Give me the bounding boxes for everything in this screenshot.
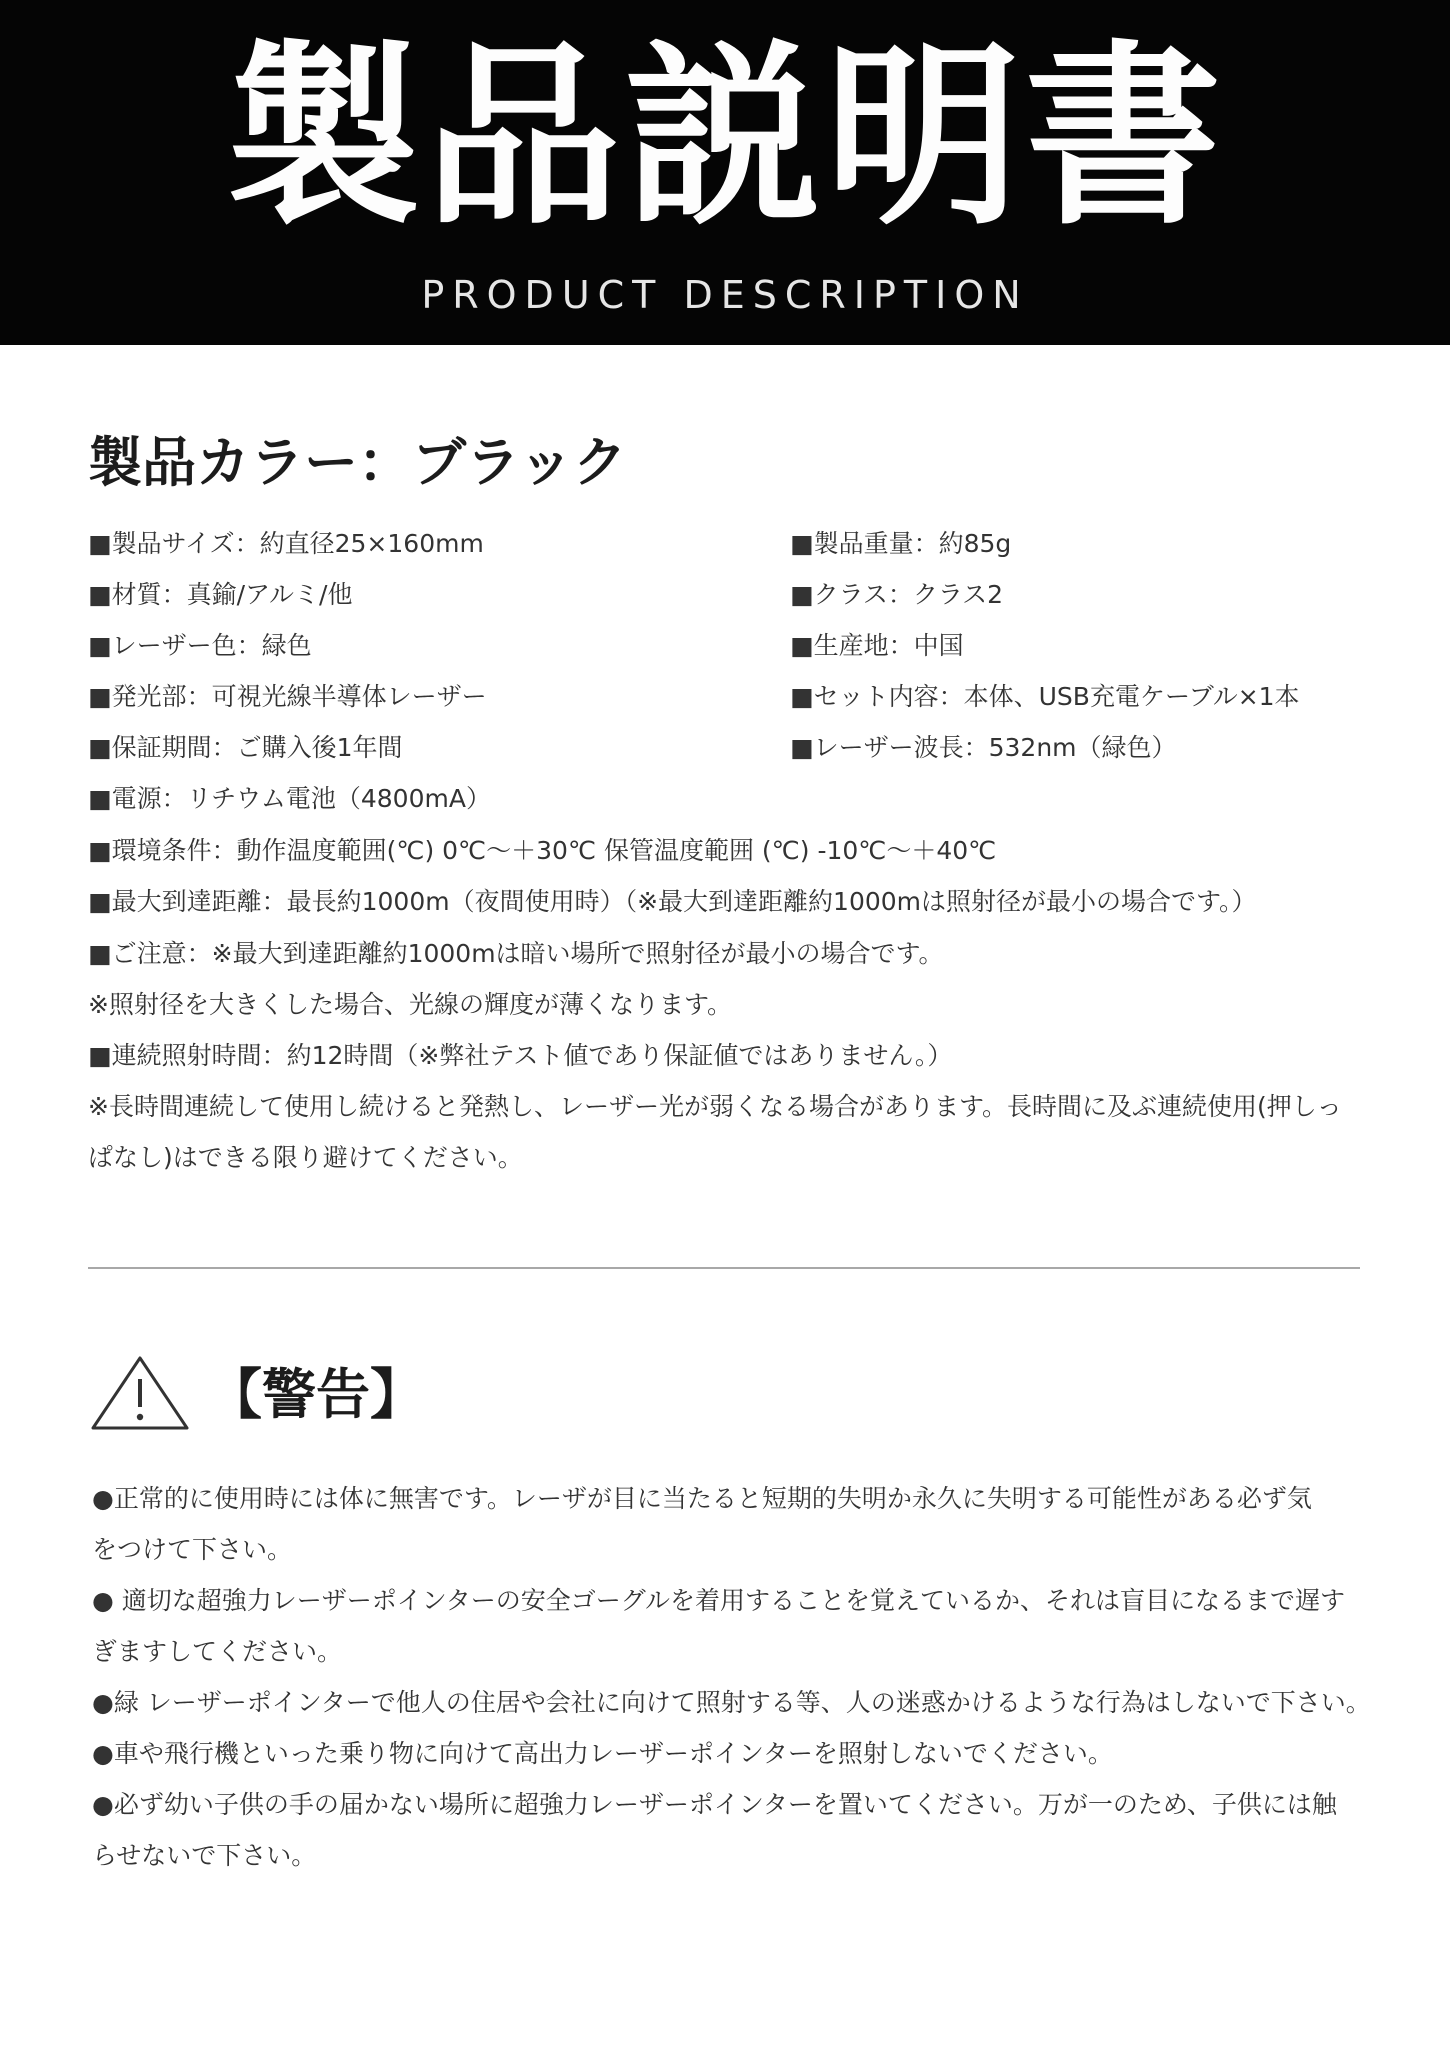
spec-weight: ■製品重量：約85g — [790, 529, 1012, 558]
warning-line: ●必ず幼い子供の手の届かない場所に超強力レーザーポインターを置いてください。万が一のため、子供には触 — [92, 1790, 1337, 1819]
header-banner — [0, 0, 1450, 345]
warning-line: ● 適切な超強力レーザーポインターの安全ゴーグルを着用することを覚えているか、それは盲目になるまで遅す — [92, 1586, 1346, 1615]
spec-continuous-time: ■連続照射時間：約12時間（※弊社テスト値であり保証値ではありません。） — [88, 1041, 953, 1070]
spec-continuous-note: ※長時間連続して使用し続けると発熱し、レーザー光が弱くなる場合があります。長時間に及ぶ連続使用(押しっ — [88, 1092, 1342, 1121]
spec-size: ■製品サイズ：約直径25×160mm — [88, 529, 484, 558]
page-title: 製品説明書 — [224, 24, 1225, 252]
warning-line: ●正常的に使用時には体に無害です。レーザが目に当たると短期的失明か永久に失明する可能性がある必ず気 — [92, 1484, 1312, 1513]
product-color-heading: 製品カラー：ブラック — [88, 431, 627, 494]
spec-class: ■クラス：クラス2 — [790, 580, 1004, 609]
spec-laser-color: ■レーザー色：緑色 — [88, 631, 312, 660]
spec-power: ■電源：リチウム電池（4800mA） — [88, 784, 491, 813]
warning-title: 【警告】 — [208, 1363, 424, 1426]
page-subtitle: PRODUCT DESCRIPTION — [421, 273, 1029, 317]
spec-origin: ■生産地：中国 — [790, 631, 964, 660]
spec-caution: ■ご注意：※最大到達距離約1000mは暗い場所で照射径が最小の場合です。 — [88, 939, 944, 968]
spec-environment: ■環境条件：動作温度範囲(℃) 0℃～＋30℃ 保管温度範囲 (℃) -10℃～＋40℃ — [88, 836, 997, 865]
warning-triangle-icon — [90, 1355, 190, 1431]
warning-line: ●緑 レーザーポインターで他人の住居や会社に向けて照射する等、人の迷惑かけるような行為はしないで下さい。 — [92, 1688, 1371, 1717]
spec-continuous-note-cont: ぱなし)はできる限り避けてください。 — [88, 1143, 523, 1172]
spec-max-range: ■最大到達距離：最長約1000m（夜間使用時）（※最大到達距離約1000mは照射径が最小の場合です。） — [88, 887, 1257, 916]
warning-line: ぎますしてください。 — [92, 1637, 343, 1666]
spec-warranty: ■保証期間：ご購入後1年間 — [88, 733, 403, 762]
spec-material: ■材質：真鍮/アルミ/他 — [88, 580, 353, 609]
spec-contents: ■セット内容：本体、USB充電ケーブル×1本 — [790, 682, 1300, 711]
warning-line: らせないで下さい。 — [92, 1841, 317, 1870]
spec-emitter: ■発光部：可視光線半導体レーザー — [88, 682, 487, 711]
warning-line: をつけて下さい。 — [92, 1535, 293, 1564]
warning-line: ●車や飛行機といった乗り物に向けて高出力レーザーポインターを照射しないでください。 — [92, 1739, 1113, 1768]
spec-wavelength: ■レーザー波長：532nm（緑色） — [790, 733, 1177, 762]
section-divider — [88, 1267, 1360, 1269]
spec-caution-note: ※照射径を大きくした場合、光線の輝度が薄くなります。 — [88, 990, 732, 1019]
